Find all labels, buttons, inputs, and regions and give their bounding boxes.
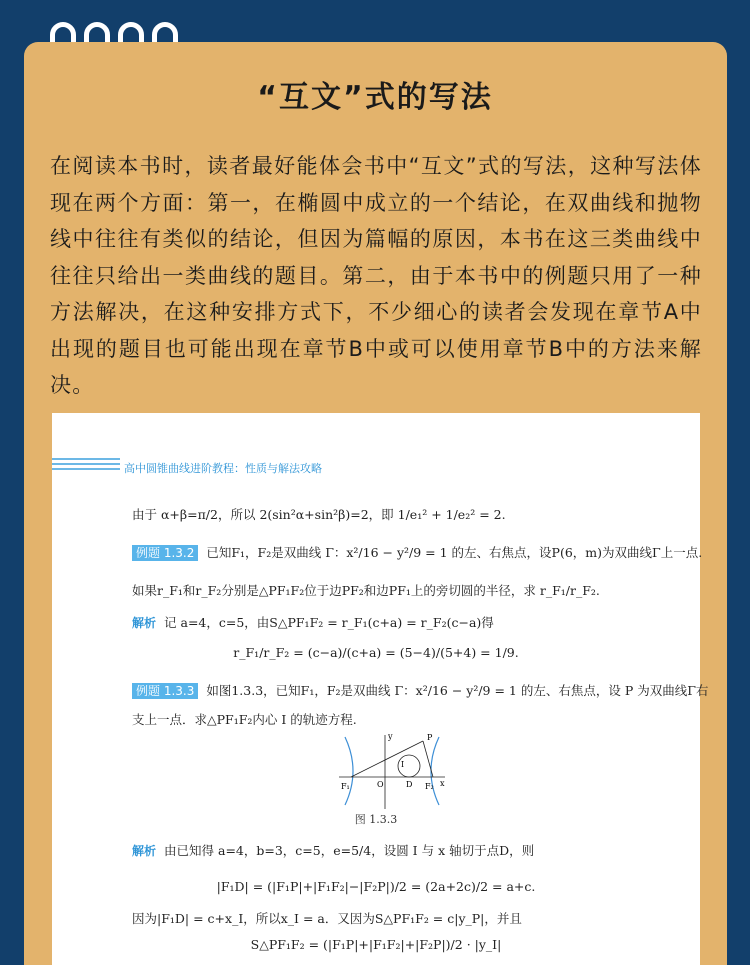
fig-label-x: x [440,779,445,788]
book-line: 如果r_F₁和r_F₂分别是△PF₁F₂位于边PF₂和边PF₁上的旁切圆的半径，求 r_F₁/r_F₂. [132,583,600,598]
book-equation: r_F₁/r_F₂ = (c−a)/(c+a) = (5−4)/(5+4) = 1/9. [233,645,519,660]
example-line [132,681,708,699]
solution-line [132,841,534,859]
figure-caption: 图 1.3.3 [354,813,398,826]
book-header-title: 高中圆锥曲线进阶教程：性质与解法攻略 [124,462,322,475]
example-line [132,543,702,561]
intro-paragraph: 在阅读本书时，读者最好能体会书中“互文”式的写法，这种写法体现在两个方面：第一，在椭圆中成立的一个结论，在双曲线和抛物线中往往有类似的结论，但因为篇幅的原因，本书在这三类曲线中往往只给出一类曲线的题目。第二，由于本书中的例题只用了一种方法解决，在这种安排方式下，不少细心的读者会发现在章节A中出现的题目也可能出现在章节B中或可以使用章节B中的方法来解决。 [50,154,702,397]
fig-label-o: O [377,780,384,789]
book-line: 由于 α+β=π/2，所以 2(sin²α+sin²β)=2，即 1/e₁² + 1/e₂² = 2. [132,507,506,522]
book-line: 记 a=4，c=5，由S△PF₁F₂ = r_F₁(c+a) = r_F₂(c−a)得 [164,615,494,630]
book-line: 已知F₁，F₂是双曲线 Γ：x²/16 − y²/9 = 1 的左、右焦点，设P(6，m)为双曲线Γ上一点. [206,545,703,560]
book-equation: |F₁D| = (|F₁P|+|F₁F₂|−|F₂P|)/2 = (2a+2c)/2 = a+c. [216,879,536,894]
solution-line [132,613,494,631]
hyperbola-figure [337,731,447,811]
book-header [52,458,700,474]
solution-label: 解析 [132,844,157,858]
example-tag: 例题 1.3.3 [132,683,198,699]
fig-label-p: P [427,733,433,742]
book-line: 如图1.3.3，已知F₁，F₂是双曲线 Γ：x²/16 − y²/9 = 1 的左、右焦点，设 P 为双曲线Γ右 [206,683,709,698]
book-equation: S△PF₁F₂ = (|F₁P|+|F₁F₂|+|F₂P|)/2 · |y_I| [250,937,502,952]
fig-label-i: I [401,760,405,769]
fig-label-y: y [388,732,393,741]
book-line: 支上一点．求△PF₁F₂内心 I 的轨迹方程. [132,712,357,727]
fig-label-d: D [406,780,413,789]
fig-label-f2: F₂ [425,782,434,791]
book-page-excerpt [52,413,709,965]
fig-label-f1: F₁ [341,782,350,791]
section-title: “互文”式的写法 [257,80,493,115]
example-tag: 例题 1.3.2 [132,545,198,561]
book-line: 因为|F₁D| = c+x_I，所以x_I = a．又因为S△PF₁F₂ = c|y_P|，并且 [132,911,522,926]
solution-label: 解析 [132,616,157,630]
book-line: 由已知得 a=4，b=3，c=5，e=5/4，设圆 I 与 x 轴切于点D，则 [164,843,535,858]
